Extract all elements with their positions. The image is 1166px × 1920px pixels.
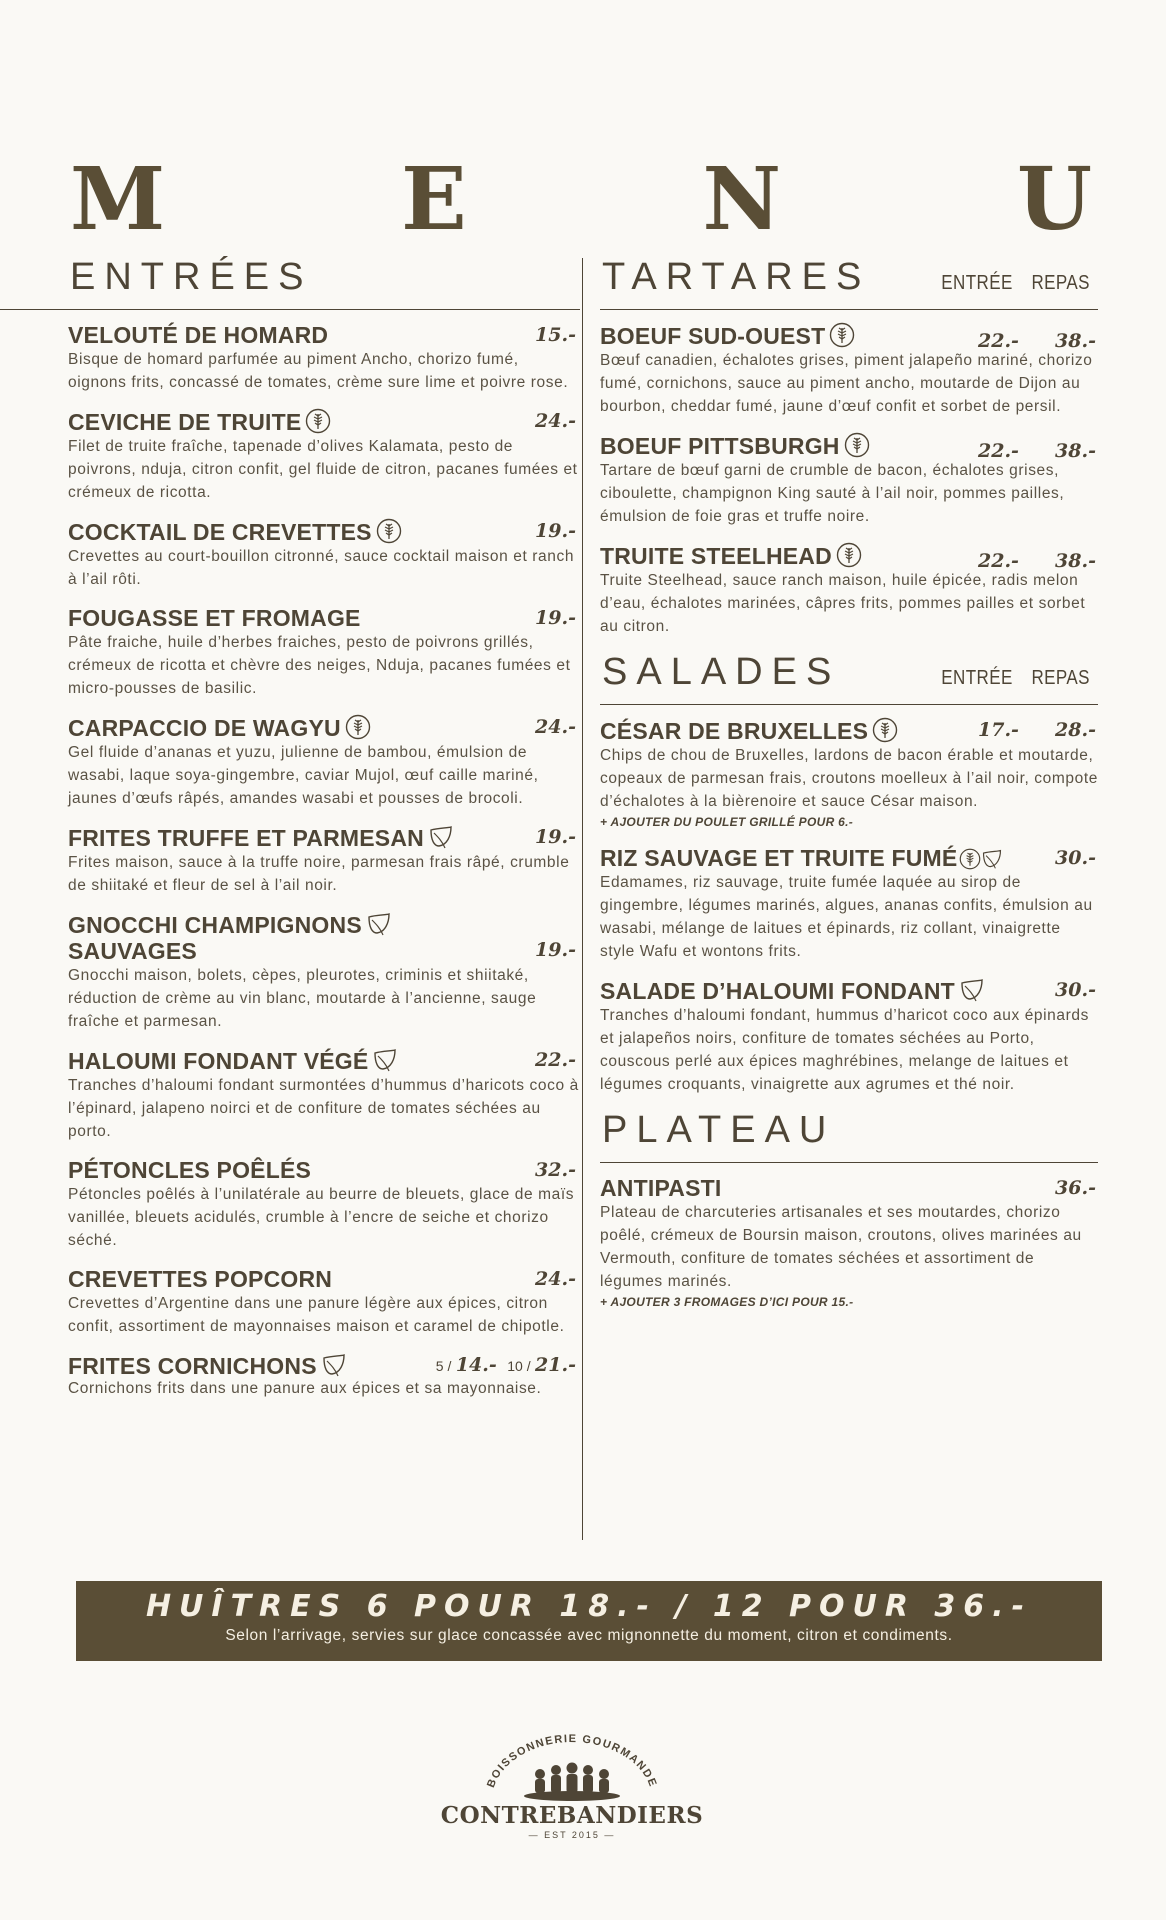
item-description: Crevettes au court-bouillon citronné, sauce cocktail maison et ranch à l’ail rôti.: [68, 548, 575, 588]
wheat-icon: [844, 432, 870, 458]
item-description: Pétoncles poêlés à l’unilatérale au beurre de bleuets, glace de maïs vanillée, bleuets acidulés, crumble à l’encre de seiche et chorizo séché.: [68, 1186, 575, 1249]
item-price: 19.-: [535, 826, 576, 848]
item-name: TRUITE STEELHEAD: [600, 543, 832, 569]
item-name: BOEUF SUD-OUEST: [600, 323, 826, 349]
item-description: Gnocchi maison, bolets, cèpes, pleurotes, criminis et shiitaké, réduction de crème au vin blanc, moutarde à l’ancienne, sauge fraîche et parmesan.: [68, 967, 537, 1030]
repas-label: REPAS: [1031, 667, 1090, 689]
entrees-header: [0, 255, 580, 310]
menu-item: [68, 322, 580, 394]
section-title: TARTARES: [602, 256, 871, 298]
menu-item: [68, 518, 580, 591]
menu-letter: N: [702, 149, 782, 250]
menu-item: [600, 322, 1100, 418]
section-title: PLATEAU: [602, 1109, 836, 1151]
item-name: FRITES CORNICHONS: [68, 1353, 317, 1379]
banner-subtitle: Selon l’arrivage, servies sur glace concassée avec mignonnette du moment, citron et condiments.: [225, 1627, 953, 1644]
item-description: Chips de chou de Bruxelles, lardons de bacon érable et moutarde, copeaux de parmesan frais, croutons moelleux à l’ail noir, compote d’échalotes à la bièrenoire et sauce César maison.: [600, 747, 1098, 810]
oysters-banner: [76, 1581, 1102, 1661]
size-label: 10 /: [507, 1358, 531, 1374]
column-labels: [941, 667, 1090, 690]
entree-label: ENTRÉE: [941, 667, 1013, 689]
item-price: 24.-: [535, 1268, 576, 1290]
item-name: CEVICHE DE TRUITE: [68, 409, 302, 435]
section-title: ENTRÉES: [70, 256, 313, 298]
item-name-line2: SAUVAGES: [68, 938, 197, 964]
item-description: Edamames, riz sauvage, truite fumée laquée au sirop de gingembre, légumes marinés, algues, ananas confits, émulsion au wasabi, mélange de laitues et épinards, riz collant, vinaigrette style Wafu et wontons frits.: [600, 874, 1093, 960]
item-description: Plateau de charcuteries artisanales et ses moutardes, chorizo poêlé, crémeux de Boursin maison, croutons, olives marinées au Vermouth, confiture de tomates séchées et assortiment de légumes marinés.: [600, 1204, 1082, 1290]
menu-item: [68, 1047, 580, 1143]
menu-item: [68, 824, 580, 897]
item-description: Tranches d’haloumi fondant, hummus d’haricot coco aux épinards et jalapeños noirs, confiture de tomates séchées au Porto, couscous perlé aux épices maghrébines, melange de laitues et légumes croquants, vinaigrette aux agrumes et thé noir.: [600, 1007, 1089, 1093]
leaf-icon: [981, 848, 1003, 870]
repas-price: 38.-: [1055, 440, 1096, 462]
menu-item: [68, 1157, 580, 1252]
menu-item: [600, 542, 1100, 638]
menu-item: [600, 717, 1100, 831]
entrees-section: [68, 255, 580, 1398]
item-addon: + AJOUTER 3 FROMAGES D’ICI POUR 15.-: [600, 1295, 854, 1309]
menu-item: [600, 1175, 1100, 1311]
item-price: 21.-: [535, 1354, 576, 1376]
leaf-icon: [372, 1047, 398, 1073]
wheat-icon: [836, 542, 862, 568]
logo-arc-text: BOISSONNERIE GOURMANDE: [485, 1732, 659, 1790]
item-name: VELOUTÉ DE HOMARD: [68, 322, 329, 348]
item-description: Gel fluide d’ananas et yuzu, julienne de bambou, émulsion de wasabi, laque soya-gingembre, caviar Mujol, œuf caille mariné, jaunes d’œufs râpés, amandes wasabi et pousses de brocoli.: [68, 744, 539, 807]
item-price: 19.-: [535, 607, 576, 629]
repas-price: 36.-: [1055, 1177, 1096, 1199]
salades-header: [600, 650, 1098, 705]
leaf-icon: [959, 977, 985, 1003]
item-name: CREVETTES POPCORN: [68, 1266, 333, 1292]
repas-price: 38.-: [1055, 550, 1096, 572]
item-price: 22.-: [535, 1049, 576, 1071]
item-name: PÉTONCLES POÊLÉS: [68, 1157, 312, 1183]
item-description: Bœuf canadien, échalotes grises, piment jalapeño mariné, chorizo fumé, cornichons, sauce au piment ancho, moutarde de Dijon au bourbon, cheddar fumé, jaune d’œuf confit et sorbet de persil.: [600, 352, 1093, 415]
menu-title: [70, 149, 1092, 250]
wheat-icon: [959, 848, 981, 870]
item-price-group: [436, 1354, 576, 1376]
item-name: SALADE D’HALOUMI FONDANT: [600, 978, 955, 1004]
entree-price: 17.-: [978, 719, 1019, 741]
item-description: Tranches d’haloumi fondant surmontées d’hummus d’haricots coco à l’épinard, jalapeno noirci et de confiture de tomates séchées au porto.: [68, 1077, 579, 1140]
leaf-icon: [321, 1352, 347, 1378]
repas-label: REPAS: [1031, 272, 1090, 294]
item-name: BOEUF PITTSBURGH: [600, 433, 840, 459]
item-name: RIZ SAUVAGE ET TRUITE FUMÉ: [600, 845, 958, 871]
item-name: CARPACCIO DE WAGYU: [68, 715, 341, 741]
item-name: ANTIPASTI: [600, 1175, 722, 1201]
repas-price: 30.-: [1055, 979, 1096, 1001]
menu-item: [600, 432, 1100, 528]
leaf-icon: [428, 824, 454, 850]
menu-item: [600, 977, 1100, 1096]
entree-label: ENTRÉE: [941, 272, 1013, 294]
menu-letter: M: [70, 149, 166, 250]
repas-price: 28.-: [1055, 719, 1096, 741]
wheat-icon: [345, 714, 371, 740]
repas-price: 38.-: [1055, 330, 1096, 352]
column-divider: [582, 258, 583, 1540]
entree-price: 22.-: [978, 330, 1019, 352]
entree-price: 22.-: [978, 550, 1019, 572]
logo-est: — EST 2015 —: [528, 1830, 616, 1840]
item-price: 24.-: [535, 716, 576, 738]
menu-item: [68, 605, 580, 700]
item-description: Bisque de homard parfumée au piment Ancho, chorizo fumé, oignons frits, concassé de tomates, crème sure lime et poivre rose.: [68, 351, 569, 391]
menu-item: [68, 714, 580, 810]
logo-name: CONTREBANDIERS: [440, 1802, 704, 1829]
wheat-icon: [829, 322, 855, 348]
item-price: 19.-: [535, 520, 576, 542]
item-price: 32.-: [535, 1159, 576, 1181]
item-name: FOUGASSE ET FROMAGE: [68, 605, 361, 631]
menu-item: [68, 408, 580, 504]
item-description: Tartare de bœuf garni de crumble de bacon, échalotes grises, ciboulette, champignon King sauté à l’ail noir, pommes pailles, émulsion de foie gras et truffe noire.: [600, 462, 1065, 525]
logo-emblem-icon: [432, 1730, 712, 1810]
item-name: COCKTAIL DE CREVETTES: [68, 519, 372, 545]
menu-item: [600, 845, 1100, 963]
leaf-icon: [366, 911, 392, 937]
column-labels: [941, 272, 1090, 295]
item-description: Frites maison, sauce à la truffe noire, parmesan frais râpé, crumble de shiitaké et fleur de sel à l’ail noir.: [68, 854, 570, 894]
item-addon: + AJOUTER DU POULET GRILLÉ POUR 6.-: [600, 815, 854, 829]
restaurant-logo: [432, 1730, 712, 1840]
item-description: Cornichons frits dans une panure aux épices et sa mayonnaise.: [68, 1380, 542, 1397]
item-price: 24.-: [535, 410, 576, 432]
section-title: SALADES: [602, 651, 841, 693]
wheat-icon: [305, 408, 331, 434]
item-price: 14.-: [455, 1354, 497, 1376]
item-name: FRITES TRUFFE ET PARMESAN: [68, 825, 424, 851]
item-name: GNOCCHI CHAMPIGNONS: [68, 912, 362, 938]
item-description: Filet de truite fraîche, tapenade d’olives Kalamata, pesto de poivrons, nduja, citron confit, gel fluide de citron, pacanes fumées et crémeux de ricotta.: [68, 438, 578, 501]
plateau-header: [600, 1108, 1098, 1163]
item-name: CÉSAR DE BRUXELLES: [600, 718, 869, 744]
item-description: Pâte fraiche, huile d’herbes fraiches, pesto de poivrons grillés, crémeux de ricotta et chèvre des neiges, Nduja, pacanes fumées et micro-pousses de basilic.: [68, 634, 571, 697]
banner-title: HUÎTRES 6 POUR 18.- / 12 POUR 36.-: [145, 1589, 1033, 1624]
item-name: HALOUMI FONDANT VÉGÉ: [68, 1048, 369, 1074]
right-column: [600, 255, 1100, 1311]
wheat-icon: [376, 518, 402, 544]
item-price: 15.-: [535, 324, 576, 346]
menu-item: [68, 1266, 580, 1338]
item-description: Truite Steelhead, sauce ranch maison, huile épicée, radis melon d’eau, échalotes marinées, câpres frits, pommes pailles et sorbet au citron.: [600, 572, 1086, 635]
menu-letter: U: [1017, 149, 1092, 250]
repas-price: 30.-: [1055, 847, 1096, 869]
entree-price: 22.-: [978, 440, 1019, 462]
menu-item: [68, 1352, 580, 1398]
menu-letter: E: [401, 149, 467, 250]
wheat-icon: [872, 717, 898, 743]
size-label: 5 /: [435, 1358, 452, 1374]
item-price: 19.-: [535, 939, 576, 961]
tartares-header: [600, 255, 1098, 310]
menu-item: [68, 911, 580, 1033]
item-description: Crevettes d’Argentine dans une panure légère aux épices, citron confit, assortiment de mayonnaises maison et caramel de chipotle.: [68, 1295, 565, 1335]
